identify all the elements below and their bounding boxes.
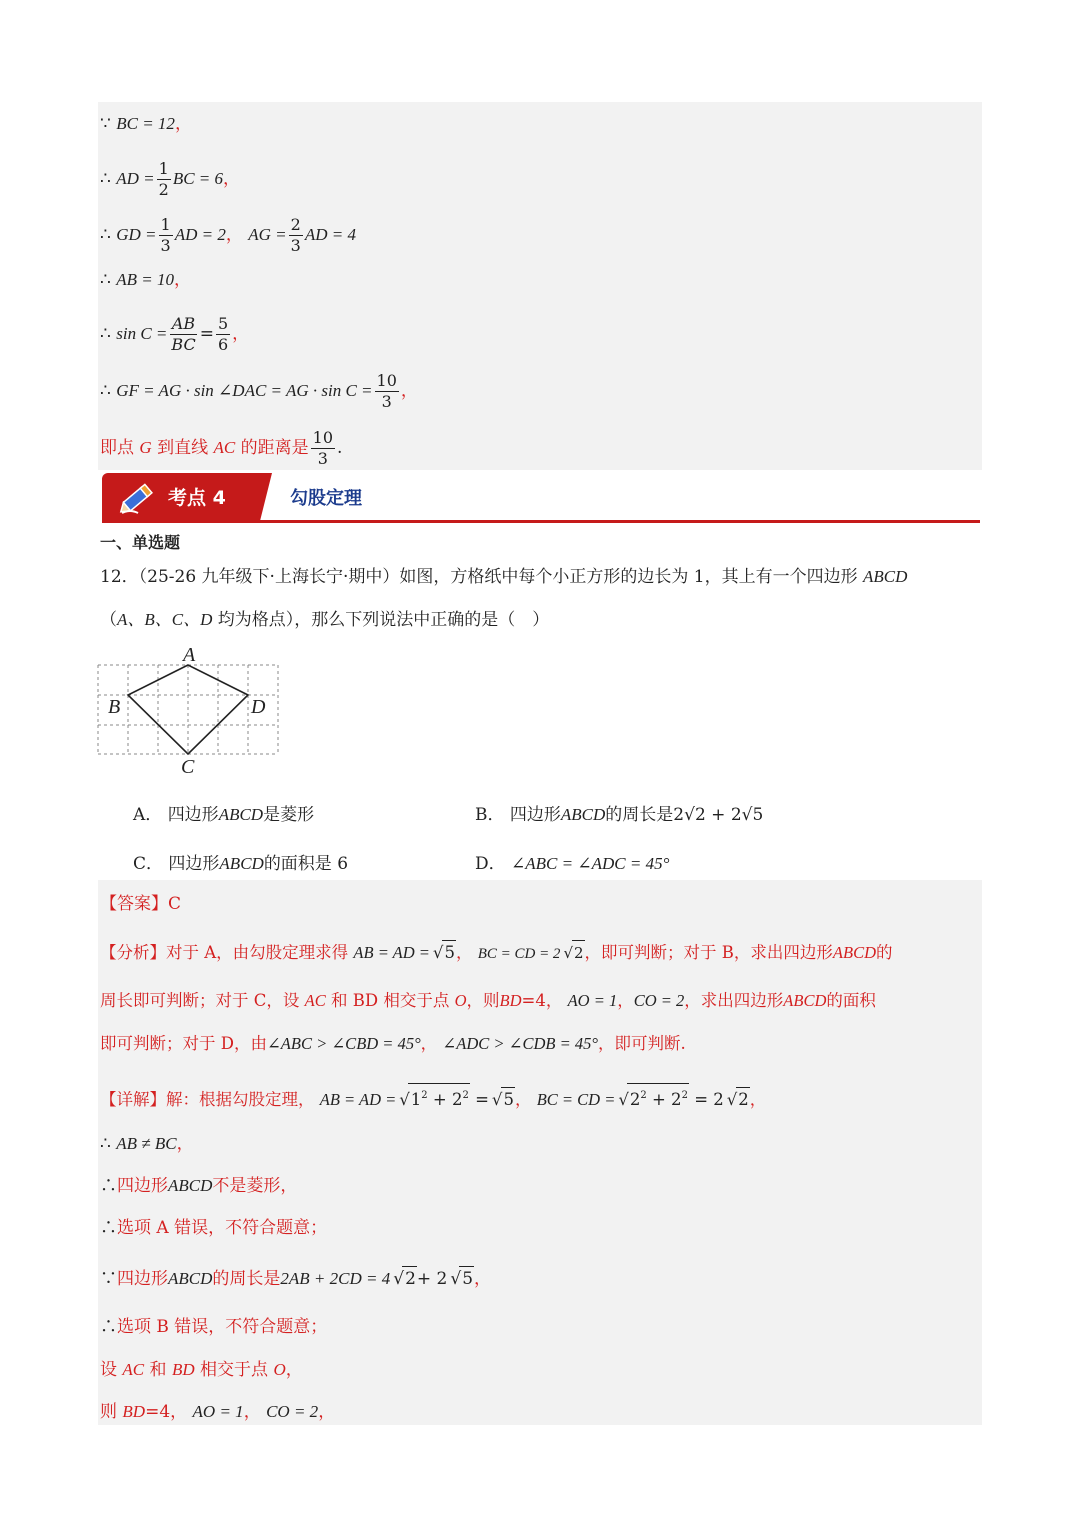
banner-underline [102, 520, 980, 523]
label-a: A [183, 644, 196, 666]
option-b[interactable]: B． 四边形ABCD的周长是2√2 + 2√5 [475, 805, 764, 825]
solution-line-2: ∴ AD = $\frac{1}{2}$ BC = 6， [100, 159, 241, 199]
solution-line-4: ∴ AB = 10， [100, 270, 191, 290]
analysis-line-3: 即可判断；对于 D，由∠ABC > ∠CBD = 45°， ∠ADC > ∠CDB = 45°，即可判断. [100, 1034, 686, 1053]
label-d: D [251, 696, 266, 718]
banner-tag: 考点 4 [168, 487, 226, 509]
analysis-line-1: 【分析】对于 A，由勾股定理求得 AB = AD =√ 5， BC = CD = 2√ 2，即可判断；对于 B，求出四边形ABCD的 [100, 940, 893, 966]
detail-line-7: 设 AC 和 BD 相交于点 O， [100, 1360, 303, 1380]
detail-line-4: ∴选项 A 错误，不符合题意； [100, 1218, 328, 1238]
detail-line-6: ∴选项 B 错误，不符合题意； [100, 1317, 328, 1337]
solution-line-5: ∴ sin C = $\frac{AB}{BC}$ = $\frac{5}{6}$ ， [100, 314, 250, 354]
question-line-2: （A、B、C、D 均为格点），那么下列说法中正确的是（ ） [100, 610, 550, 630]
option-a[interactable]: A． 四边形ABCD是菱形 [133, 805, 315, 825]
pencil-icon [118, 479, 158, 521]
solution-panel-top [98, 102, 982, 470]
question-line-1: 12．（25-26 九年级下·上海长宁·期中）如图，方格纸中每个小正方形的边长为 1，其上有一个四边形 ABCD [100, 567, 908, 587]
label-c: C [181, 756, 195, 778]
solution-line-6: ∴ GF = AG · sin ∠DAC = AG · sin C = $\frac{10}{3}$ ， [100, 371, 418, 411]
detail-line-8: 则 BD=4， AO = 1， CO = 2， [100, 1402, 336, 1422]
answer-line: 【答案】C [100, 894, 182, 914]
solution-line-1: ∵ BC = 12， [100, 114, 192, 134]
detail-line-3: ∴四边形ABCD不是菱形， [100, 1176, 298, 1196]
grid-figure [90, 640, 290, 780]
solution-conclusion: 即点 G 到直线 AC 的距离是 $\frac{10}{3}$ . [100, 428, 343, 468]
topic-banner [100, 473, 980, 523]
label-b: B [108, 696, 121, 718]
detail-line-5: ∵四边形ABCD的周长是2AB + 2CD = 4√ 2+ 2√ 5， [100, 1266, 491, 1291]
analysis-line-2: 周长即可判断；对于 C，设 AC 和 BD 相交于点 O，则BD=4， AO = 1，CO = 2，求出四边形ABCD的面积 [100, 991, 876, 1010]
detail-line-2: ∴ AB ≠ BC， [100, 1134, 194, 1154]
detail-line-1: 【详解】解：根据勾股定理， AB = AD =√ $1^2 + 2^2$ =√ 5， BC = CD =√ $2^2 + 2^2 = 2√$ 2， [100, 1083, 766, 1112]
solution-line-3: ∴ GD = $\frac{1}{3}$ AD = 2， AG = $\frac{2}{3}$ AD = 4 [100, 215, 356, 255]
option-c[interactable]: C． 四边形ABCD的面积是 6 [133, 854, 349, 874]
banner-topic: 勾股定理 [290, 488, 362, 509]
option-d[interactable]: D． ∠ABC = ∠ADC = 45° [475, 854, 670, 874]
section-title: 一、单选题 [100, 533, 181, 552]
